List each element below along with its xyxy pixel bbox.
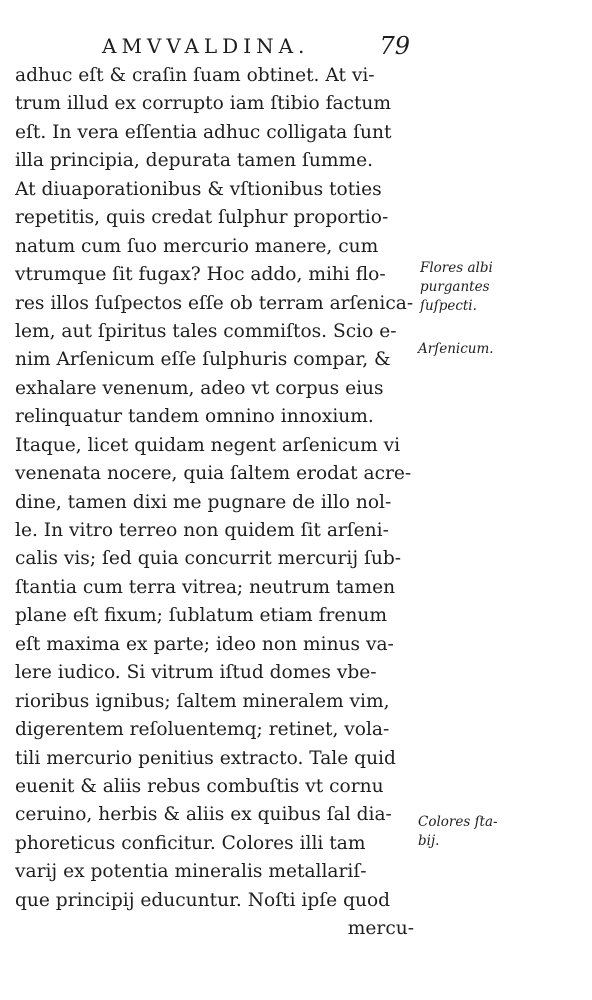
text-line: vtrumque ſit fugax? Hoc addo, mihi flo- (15, 264, 386, 286)
text-line: nim Arſenicum eſſe ſulphuris compar, & (15, 349, 391, 371)
text-line: plane eſt fixum; ſublatum etiam frenum (15, 605, 387, 627)
margin-note-arsenicum (418, 340, 494, 359)
text-line: tili mercurio penitius extracto. Tale quid (15, 747, 396, 769)
margin-note-line: purgantes (420, 279, 490, 295)
body-text (15, 62, 420, 944)
page-number: 79 (379, 32, 410, 60)
margin-note-line: bij. (418, 833, 440, 849)
text-line: eſt. In vera eſſentia adhuc colligata ſunt (15, 121, 392, 143)
text-line: calis vis; ſed quia concurrit mercurij ſub- (15, 548, 402, 570)
running-title: AMVVALDINA. (102, 34, 310, 58)
text-line: digerentem reſoluentemq; retinet, vola- (15, 719, 390, 741)
margin-note-line: Arſenicum. (418, 341, 494, 357)
text-line: phoreticus conficitur. Colores illi tam (15, 832, 366, 854)
catchword: mercu- (347, 918, 414, 940)
margin-note-colores (418, 813, 498, 851)
text-line: le. In vitro terreo non quidem ſit arſeni- (15, 520, 389, 541)
text-line: rioribus ignibus; ſaltem mineralem vim, (15, 690, 390, 712)
running-header (90, 32, 410, 62)
text-line: lere iudico. Si vitrum iſtud domes vbe- (15, 662, 377, 684)
text-line: repetitis, quis credat ſulphur proportio- (15, 207, 389, 229)
text-line: euenit & aliis rebus combuſtis vt cornu (15, 775, 384, 797)
text-line: venenata nocere, quia ſaltem erodat acre- (15, 463, 412, 485)
text-line: exhalare venenum, adeo vt corpus eius (15, 377, 384, 399)
text-line: dine, tamen dixi me pugnare de illo nol- (15, 491, 392, 513)
text-line: At diuaporationibus & vſtionibus toties (15, 178, 382, 200)
margin-note-line: Colores ſta- (418, 814, 498, 830)
margin-note-line: Flores albi (420, 260, 493, 276)
text-line: Itaque, licet quidam negent arſenicum vi (15, 434, 401, 456)
text-line: varij ex potentia mineralis metallariſ- (15, 861, 367, 883)
text-line: ceruino, herbis & aliis ex quibus ſal dia- (15, 804, 392, 826)
text-line: res illos ſuſpectos eſſe ob terram arſenica- (15, 292, 414, 314)
margin-note-line: ſuſpecti. (420, 298, 477, 314)
text-line: relinquatur tandem omnino innoxium. (15, 406, 374, 428)
text-line: ſtantia cum terra vitrea; neutrum tamen (15, 576, 396, 598)
text-line: natum cum ſuo mercurio manere, cum (15, 235, 379, 257)
text-line: que principij educuntur. Noſti ipſe quod (15, 889, 391, 911)
text-line: trum illud ex corrupto iam ſtibio factum (15, 93, 392, 115)
margin-note-flores (420, 259, 493, 316)
text-line: illa principia, depurata tamen ſumme. (15, 150, 374, 172)
text-line: adhuc eſt & craſin ſuam obtinet. At vi- (15, 65, 375, 86)
text-line: eſt maxima ex parte; ideo non minus va- (15, 633, 394, 655)
text-line: lem, aut ſpiritus tales commiſtos. Scio e- (15, 320, 397, 342)
